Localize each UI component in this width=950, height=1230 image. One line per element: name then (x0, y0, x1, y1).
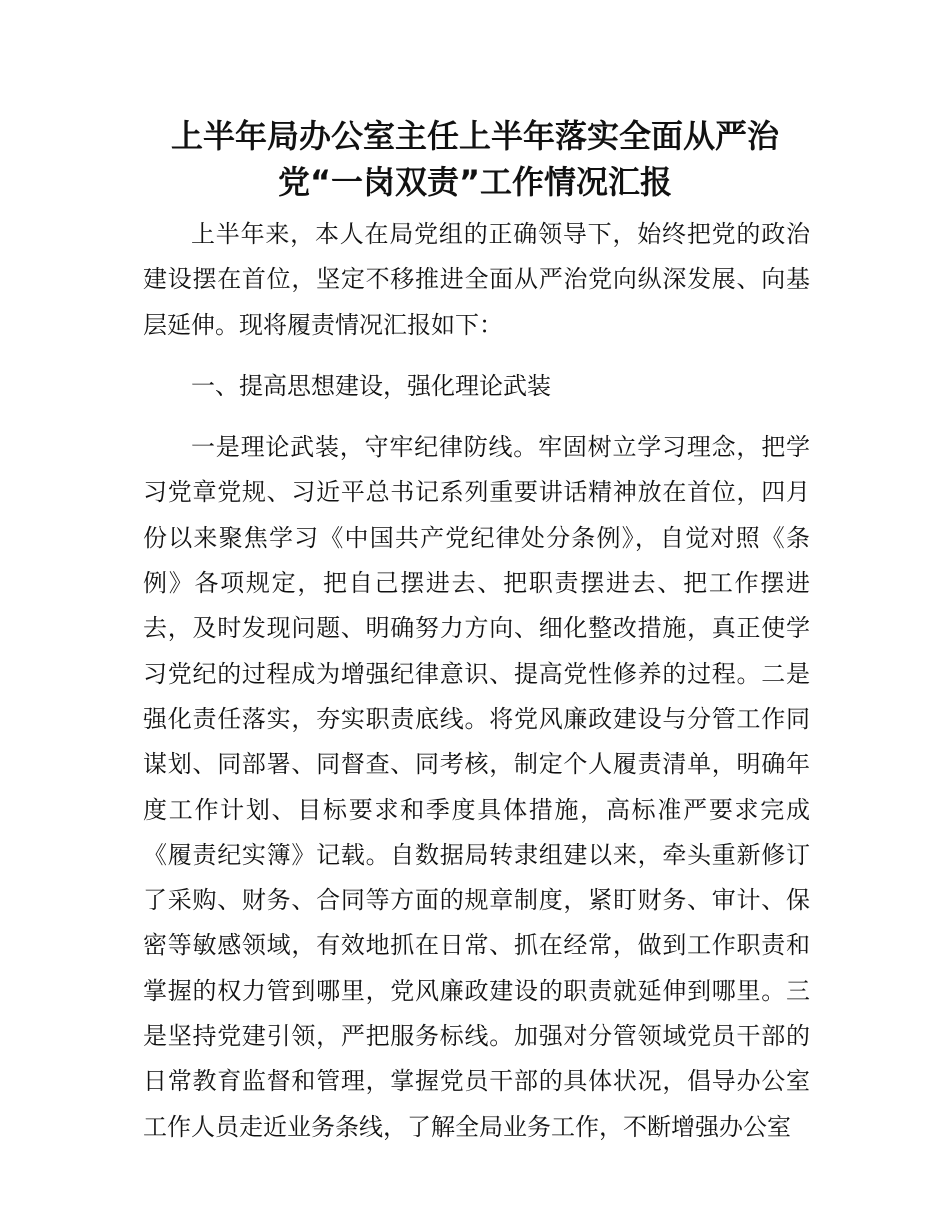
section-heading: 一、提高思想建设，强化理论武装 (191, 371, 551, 400)
section-paragraph: 一是理论武装，守牢纪律防线。牢固树立学习理念，把学习党章党规、习近平总书记系列重要讲话精神放在首位，四月份以来聚焦学习《中国共产党纪律处分条例》，自觉对照《条例》各项规定，把自己摆进去、把职责摆进去、把工作摆进去，及时发现问题、明确努力方向、细化整改措施，真正使学习党纪的过程成为增强纪律意识、提高党性修养的过程。二是强化责任落实，夯实职责底线。将党风廉政建设与分管工作同谋划、同部署、同督查、同考核，制定个人履责清单，明确年度工作计划、目标要求和季度具体措施，高标准严要求完成《履责纪实簿》记载。自数据局转隶组建以来，牵头重新修订了采购、财务、合同等方面的规章制度，紧盯财务、审计、保密等敏感领域，有效地抓在日常、抓在经常，做到工作职责和掌握的权力管到哪里，党风廉政建设的职责就延伸到哪里。三是坚持党建引领，严把服务标线。加强对分管领域党员干部的日常教育监督和管理，掌握党员干部的具体状况，倡导办公室工作人员走近业务条线，了解全局业务工作，不断增强办公室 (143, 433, 810, 1141)
document-title-line-1: 上半年局办公室主任上半年落实全面从严治 (170, 117, 779, 155)
document-body (143, 212, 810, 1150)
document-title-line-2: 党“一岗双责”工作情况汇报 (277, 163, 673, 201)
intro-paragraph: 上半年来，本人在局党组的正确领导下，始终把党的政治建设摆在首位，坚定不移推进全面从严治党向纵深发展、向基层延伸。现将履责情况汇报如下： (143, 220, 810, 339)
